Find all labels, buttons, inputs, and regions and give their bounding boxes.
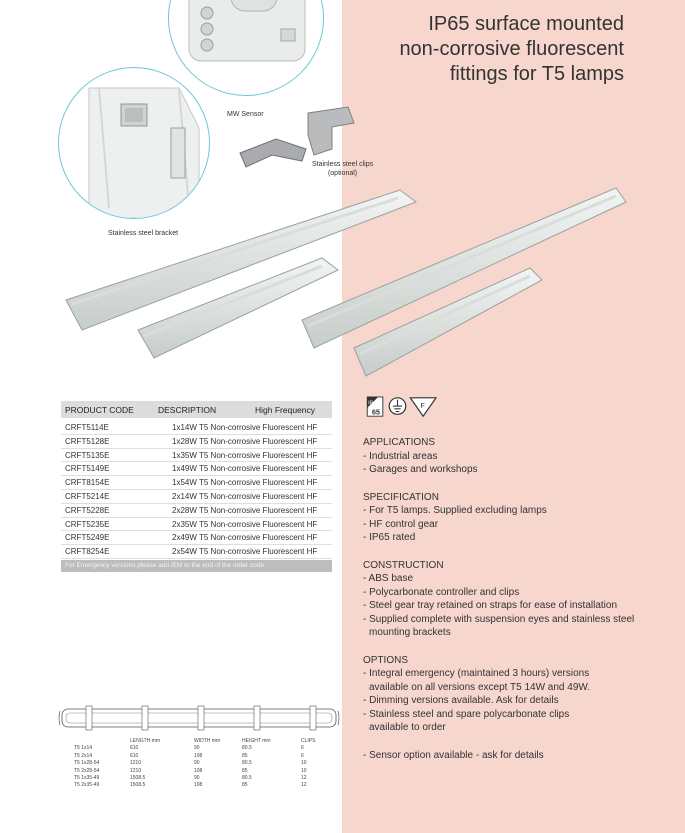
clips-caption-line: Stainless steel clips	[312, 161, 374, 168]
dims-type: T5 1x14	[74, 745, 93, 752]
table-row	[61, 435, 332, 449]
clips-caption	[312, 160, 373, 178]
section-title: SPECIFICATION	[363, 491, 439, 503]
dims-height: 85	[242, 767, 248, 774]
dims-clips: 10	[301, 767, 307, 774]
product-code: CRFT5235E	[65, 519, 110, 529]
product-description: 2x35W T5 Non-corrosive Fluorescent HF	[172, 519, 318, 529]
table-row	[61, 449, 332, 463]
fluorescent-fittings-illustration	[60, 180, 630, 380]
list-item: - Dimming versions available. Ask for details	[363, 695, 559, 706]
bracket-caption: Stainless steel bracket	[108, 230, 179, 237]
dims-height: 80.5	[242, 760, 252, 767]
product-table	[61, 401, 332, 572]
dims-length: 610	[130, 752, 139, 759]
ip65-icon	[367, 397, 383, 416]
title-line: fittings for T5 lamps	[449, 63, 624, 85]
dims-length: 1210	[130, 767, 142, 774]
dims-width: 90	[194, 760, 200, 767]
dims-width: 90	[194, 745, 200, 752]
clips-caption-line: (optional)	[327, 170, 358, 177]
title-line: IP65 surface mounted	[428, 13, 624, 35]
list-item: - Steel gear tray retained on straps for ease of installation	[363, 600, 618, 611]
title-line: non-corrosive fluorescent	[399, 38, 624, 60]
dims-length: 1210	[130, 760, 142, 767]
product-code: CRFT5249E	[65, 533, 110, 543]
header-description: DESCRIPTION	[158, 405, 217, 415]
table-row	[61, 421, 332, 435]
product-code: CRFT5214E	[65, 491, 110, 501]
section-title: CONSTRUCTION	[363, 559, 444, 571]
dims-type: T5 2x28-54	[74, 767, 100, 774]
dims-height: 85	[242, 782, 248, 789]
list-item: - Supplied complete with suspension eyes and stainless steel mounting brackets	[363, 613, 635, 638]
dims-header	[60, 738, 340, 745]
page-title	[334, 12, 624, 87]
dims-row	[60, 782, 340, 789]
product-code: CRFT8154E	[65, 478, 110, 488]
product-description: 2x54W T5 Non-corrosive Fluorescent HF	[172, 547, 318, 557]
dims-width: 90	[194, 774, 200, 781]
dims-height: 85	[242, 752, 248, 759]
ip-value: 65	[371, 407, 380, 417]
f-mark-label: F	[420, 400, 425, 410]
dims-height: 80.5	[242, 745, 252, 752]
list-item: - Industrial areas	[363, 450, 438, 462]
table-row	[61, 462, 332, 476]
dims-clips: 12	[301, 774, 307, 781]
dims-clips: 6	[301, 752, 304, 759]
product-description: 1x49W T5 Non-corrosive Fluorescent HF	[172, 464, 318, 474]
section-title: OPTIONS	[363, 654, 409, 666]
dims-header-width: WIDTH mm	[194, 738, 221, 744]
dims-width: 108	[194, 767, 203, 774]
product-description: 2x49W T5 Non-corrosive Fluorescent HF	[172, 533, 318, 543]
dimensions-table	[60, 738, 340, 790]
dims-row	[60, 760, 340, 767]
section-title: APPLICATIONS	[363, 437, 436, 448]
product-code: CRFT5114E	[65, 423, 109, 432]
dims-row	[60, 768, 340, 775]
applications-section	[363, 436, 663, 477]
dims-type: T5 1x28-54	[74, 760, 100, 767]
table-row	[61, 504, 332, 518]
dims-row	[60, 745, 340, 752]
product-description: 1x54W T5 Non-corrosive Fluorescent HF	[172, 478, 318, 488]
f-mark-icon	[410, 398, 436, 416]
dims-type: T5 2x14	[74, 752, 93, 759]
table-row	[61, 518, 332, 532]
header-product-code: PRODUCT CODE	[65, 405, 134, 415]
sensor-option-text: - Sensor option available - ask for details	[363, 749, 544, 761]
dims-header-length: LENGTH mm	[130, 738, 160, 744]
dims-length: 610	[130, 745, 139, 752]
dims-header-clips: CLIPS	[301, 738, 316, 744]
list-item: - HF control gear	[363, 518, 439, 530]
header-frequency: High Frequency	[255, 405, 316, 415]
list-item: - Garages and workshops	[363, 464, 478, 475]
list-item: - IP65 rated	[363, 532, 416, 543]
product-description: 1x14W T5 Non-corrosive Fluorescent HF	[172, 423, 318, 432]
list-item: - Stainless steel and spare polycarbonate clips available to order	[363, 708, 570, 733]
ip-label: IP	[368, 400, 374, 407]
product-code: CRFT5228E	[65, 505, 110, 515]
product-code: CRFT5149E	[65, 464, 110, 474]
dims-header-height: HEIGHT mm	[242, 738, 271, 744]
list-item: - Integral emergency (maintained 3 hours) versions available on all versions except T5 14W and 49W.	[363, 668, 591, 693]
dims-width: 108	[194, 752, 203, 759]
construction-section	[363, 559, 663, 640]
dims-row	[60, 775, 340, 782]
dims-row	[60, 753, 340, 760]
product-code: CRFT8254E	[65, 547, 110, 557]
sensor-caption: MW Sensor	[227, 111, 264, 118]
product-code: CRFT5128E	[65, 436, 110, 446]
options-section	[363, 654, 663, 735]
mw-sensor-image	[168, 0, 324, 96]
product-description: 2x28W T5 Non-corrosive Fluorescent HF	[172, 505, 318, 515]
dims-clips: 6	[301, 745, 304, 752]
dims-type: T5 2x35-49	[74, 782, 100, 789]
dims-length: 1508.5	[130, 782, 146, 789]
list-item: - ABS base	[363, 573, 414, 584]
dims-height: 80.5	[242, 774, 252, 781]
table-note: For Emergency versions please add /EM to the end of the order code	[61, 560, 332, 572]
table-row	[61, 476, 332, 490]
dims-clips: 10	[301, 760, 307, 767]
dims-type: T5 1x35-49	[74, 774, 100, 781]
list-item: - For T5 lamps. Supplied excluding lamps	[363, 505, 547, 516]
product-code: CRFT5135E	[65, 450, 110, 460]
sensor-section	[363, 749, 663, 763]
specifications	[363, 436, 663, 776]
product-description: 2x14W T5 Non-corrosive Fluorescent HF	[172, 491, 318, 501]
dims-clips: 12	[301, 782, 307, 789]
dimension-drawing	[58, 703, 340, 735]
dims-width: 108	[194, 782, 203, 789]
table-row	[61, 531, 332, 545]
specification-section	[363, 491, 663, 545]
table-header	[61, 401, 332, 418]
table-row	[61, 490, 332, 504]
product-description: 1x35W T5 Non-corrosive Fluorescent HF	[172, 450, 318, 460]
list-item: - Polycarbonate controller and clips	[363, 586, 520, 598]
certification-icons	[363, 396, 443, 418]
earth-ground-icon	[389, 398, 406, 415]
table-row	[61, 545, 332, 559]
dims-length: 1508.5	[130, 774, 146, 781]
mw-sensor-illustration	[169, 0, 324, 96]
product-description: 1x28W T5 Non-corrosive Fluorescent HF	[172, 436, 318, 446]
